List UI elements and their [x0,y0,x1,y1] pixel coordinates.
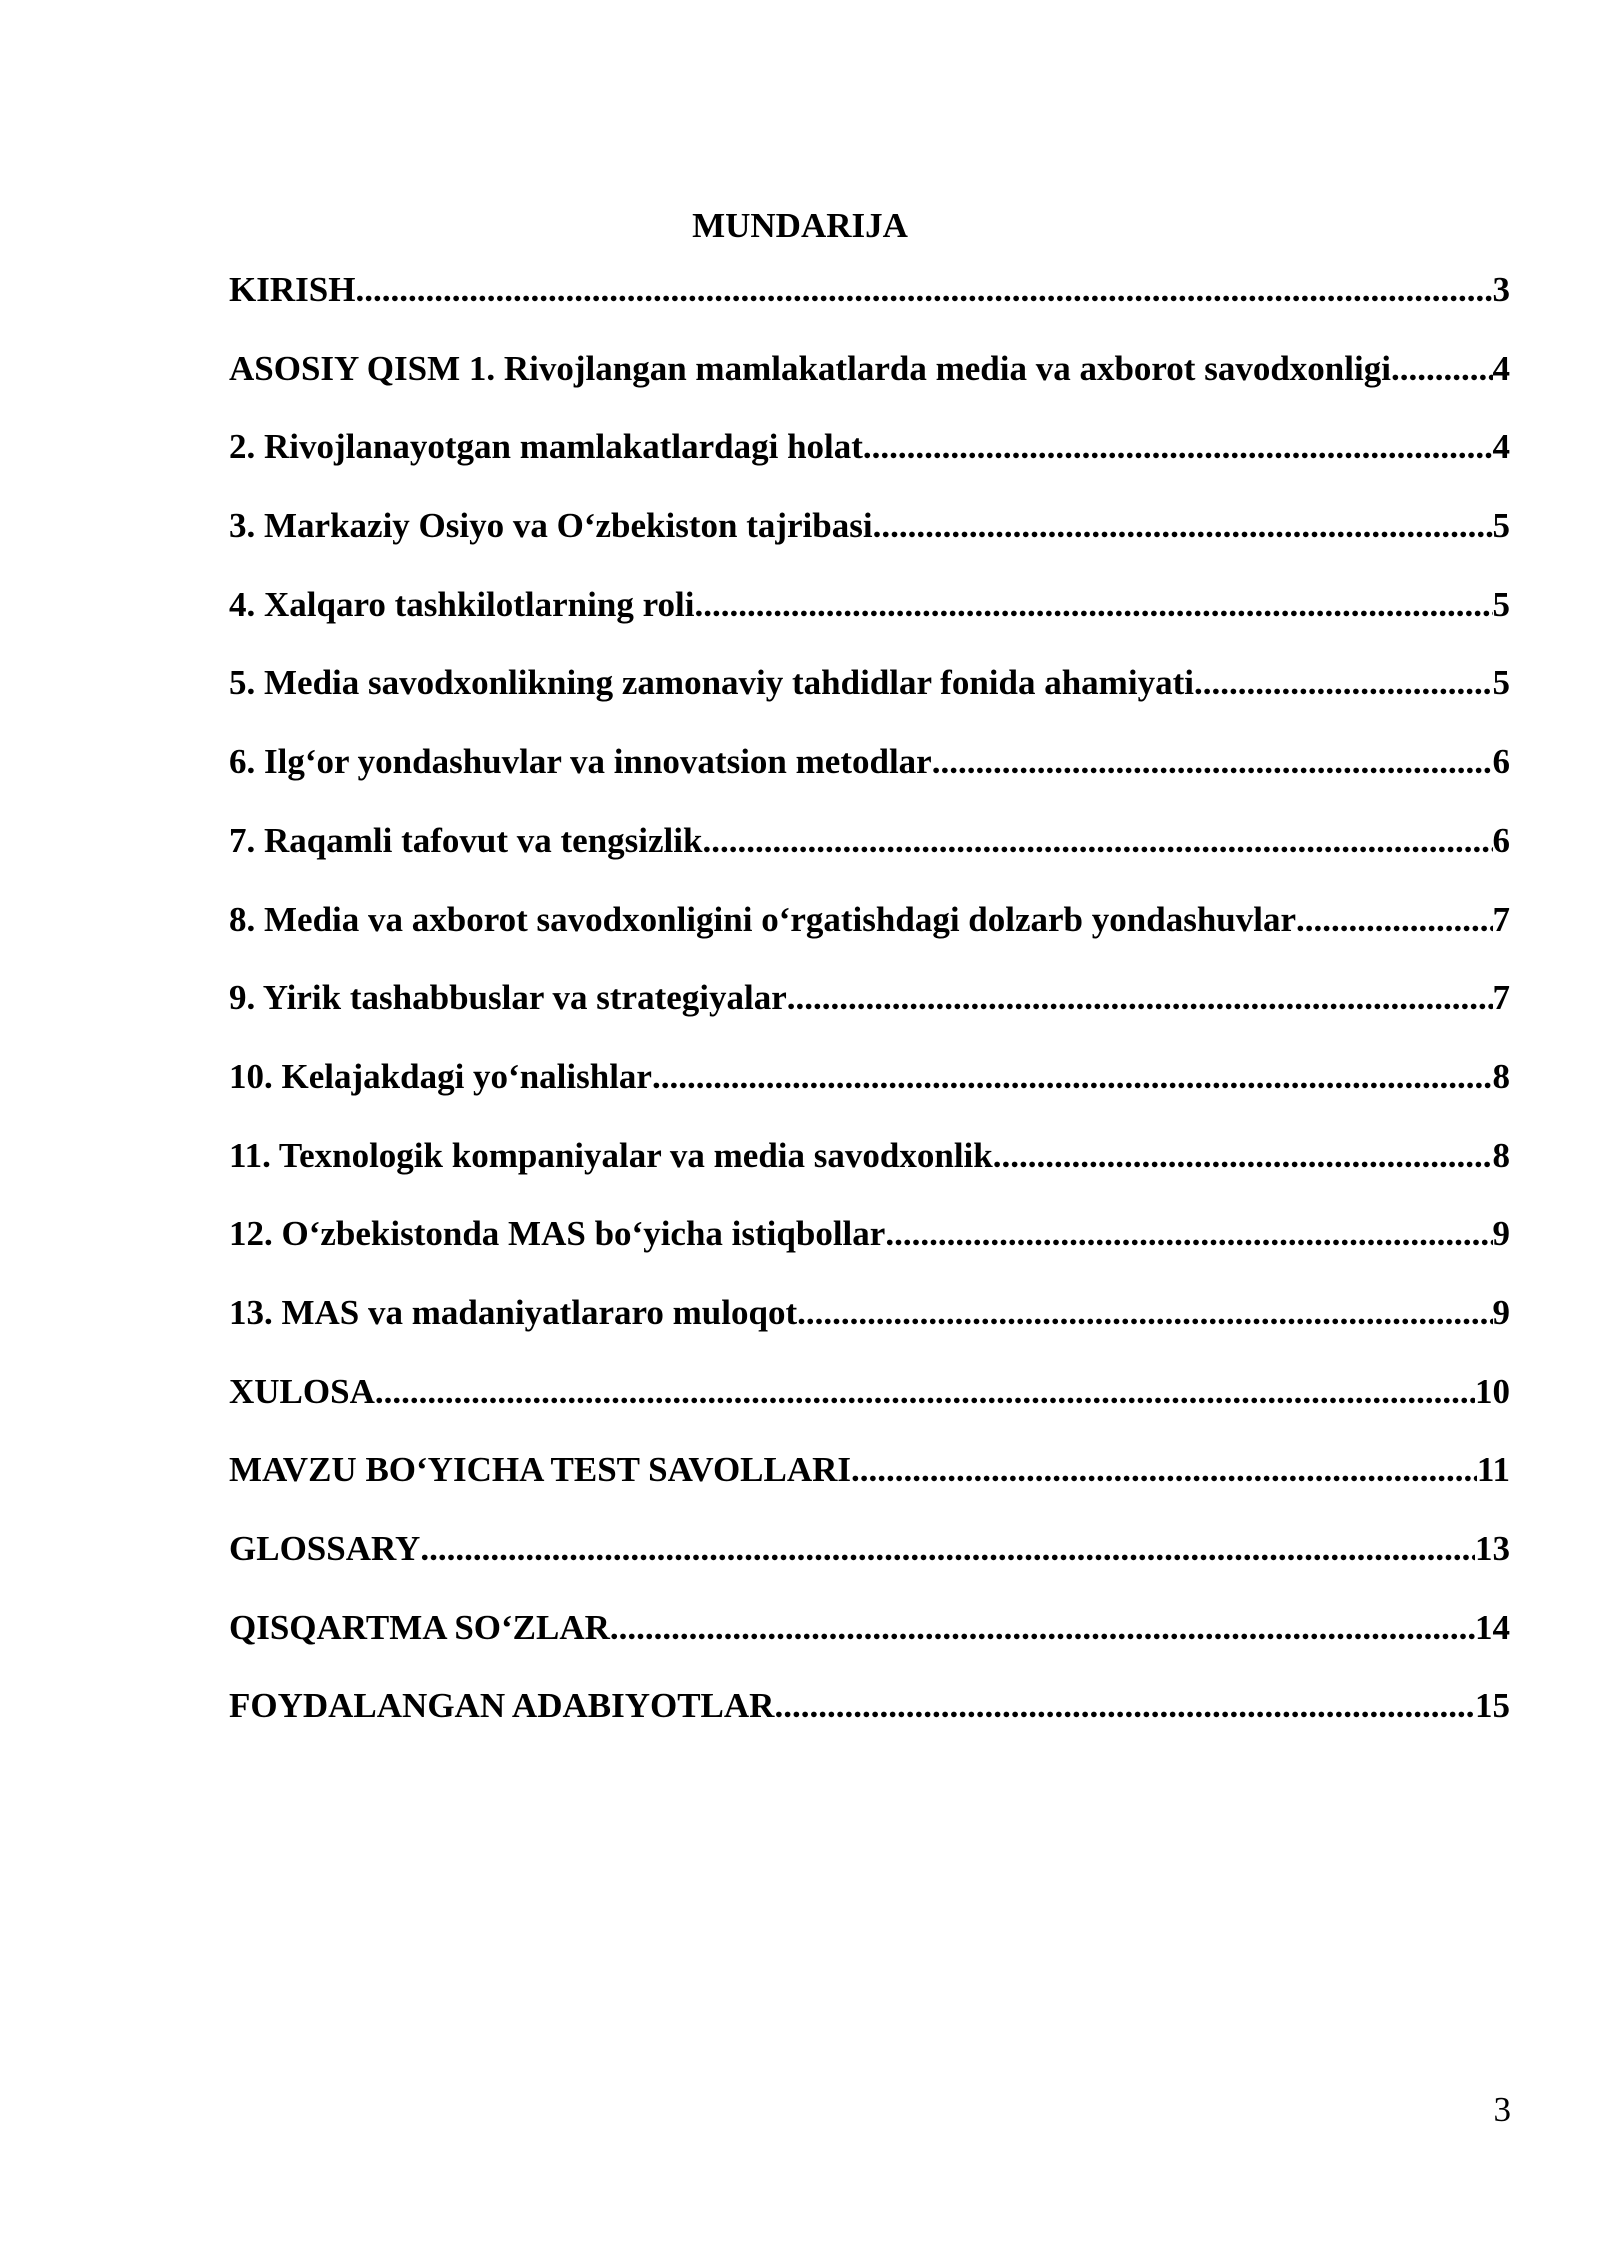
toc-entry[interactable] [229,978,1510,1057]
toc-dot-leader [873,506,1493,546]
toc-entry-page: 6 [1492,742,1510,782]
toc-entry-label: FOYDALANGAN ADABIYOTLAR [229,1686,775,1726]
toc-dot-leader [355,270,1492,310]
toc-entry-page: 4 [1492,427,1510,467]
toc-entry-page: 8 [1492,1135,1510,1175]
toc-entry-label: ASOSIY QISM 1. Rivojlangan mamlakatlarda media va axborot savodxonligi [229,348,1391,388]
toc-entry-label: 13. MAS va madaniyatlararo muloqot [229,1292,798,1332]
toc-entry-page: 4 [1492,348,1510,388]
toc-entry-page: 5 [1492,506,1510,546]
toc-entry-label: GLOSSARY [229,1529,421,1568]
toc-entry-page: 13 [1475,1529,1510,1568]
toc-entry[interactable] [229,506,1510,585]
toc-entry-label: MAVZU BOʻYICHA TEST SAVOLLARI [229,1450,852,1490]
toc-entry[interactable] [229,427,1510,506]
toc-dot-leader [932,742,1493,782]
toc-entry-page: 14 [1475,1607,1510,1647]
toc-dot-leader [420,1529,1475,1569]
toc-entry[interactable] [229,1057,1510,1136]
toc-entry[interactable] [229,1214,1510,1293]
toc-entry[interactable] [229,1686,1510,1765]
toc-dot-leader [885,1214,1492,1254]
toc-entry-page: 7 [1492,978,1510,1018]
toc-dot-leader [652,1057,1493,1097]
toc-entry[interactable] [229,1372,1510,1451]
toc-entry[interactable] [229,270,1510,349]
toc-entry-page: 3 [1492,270,1510,309]
toc-entry[interactable] [229,1136,1510,1215]
toc-entry-page: 5 [1492,663,1510,703]
toc-dot-leader [797,1293,1492,1333]
toc-dot-leader [993,1136,1493,1176]
toc-entry[interactable] [229,349,1510,428]
toc-entry[interactable] [229,742,1510,821]
toc-dot-leader [702,821,1492,861]
toc-dot-leader [1194,663,1493,703]
toc-dot-leader [851,1450,1477,1490]
toc-entry-label: 11. Texnologik kompaniyalar va media savodxonlik [229,1135,993,1175]
toc-entry-page: 11 [1476,1450,1510,1490]
toc-entry[interactable] [229,585,1510,664]
toc-entry-label: 10. Kelajakdagi yoʻnalishlar [229,1056,652,1096]
toc-entry-page: 9 [1492,1214,1510,1254]
toc-entry-page: 5 [1492,584,1510,624]
toc-dot-leader [1391,349,1493,389]
toc-entry-label: 7. Raqamli tafovut va tengsizlik [229,820,703,860]
toc-entry-label: 6. Ilgʻor yondashuvlar va innovatsion metodlar [229,742,932,782]
toc-dot-leader [375,1372,1475,1412]
toc-entry[interactable] [229,663,1510,742]
toc-entry-page: 7 [1492,899,1510,939]
toc-entry-label: 8. Media va axborot savodxonligini oʻrgatishdagi dolzarb yondashuvlar [229,899,1297,939]
toc-entry-label: 2. Rivojlanayotgan mamlakatlardagi holat [229,427,863,467]
table-of-contents [229,270,1510,1765]
toc-entry-page: 6 [1492,820,1510,860]
toc-dot-leader [774,1686,1475,1726]
toc-entry[interactable] [229,1608,1510,1687]
toc-entry-label: QISQARTMA SOʻZLAR [229,1607,610,1647]
toc-entry-page: 10 [1475,1371,1510,1411]
toc-entry-label: 5. Media savodxonlikning zamonaviy tahdidlar fonida ahamiyati [229,663,1194,703]
toc-entry-label: 3. Markaziy Osiyo va Oʻzbekiston tajribasi [229,506,873,546]
toc-entry[interactable] [229,1293,1510,1372]
toc-dot-leader [787,978,1493,1018]
toc-entry-label: 12. Oʻzbekistonda MAS boʻyicha istiqbollar [229,1214,886,1254]
toc-entry[interactable] [229,1450,1510,1529]
toc-entry-page: 8 [1492,1056,1510,1096]
toc-entry-label: XULOSA [229,1371,375,1411]
page-number: 3 [1493,2090,1511,2129]
toc-entry-label: 9. Yirik tashabbuslar va strategiyalar [229,978,787,1018]
page-title: MUNDARIJA [692,206,908,245]
toc-dot-leader [1296,900,1492,940]
toc-entry[interactable] [229,1529,1510,1608]
toc-entry-label: 4. Xalqaro tashkilotlarning roli [229,584,695,624]
toc-entry[interactable] [229,900,1510,979]
toc-dot-leader [694,585,1492,625]
toc-entry[interactable] [229,821,1510,900]
toc-entry-page: 9 [1492,1292,1510,1332]
toc-entry-page: 15 [1475,1686,1510,1726]
toc-dot-leader [610,1608,1475,1648]
toc-entry-label: KIRISH [229,270,356,309]
toc-dot-leader [863,427,1493,467]
